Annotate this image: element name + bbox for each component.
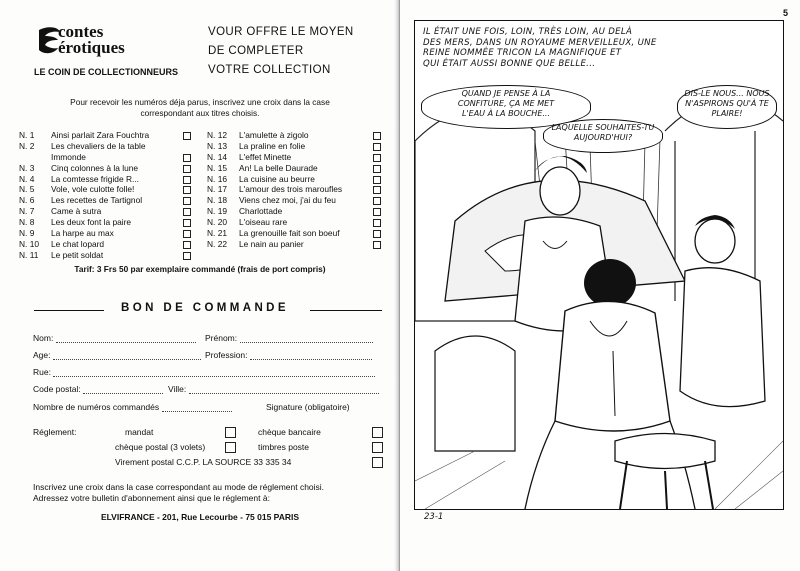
checkbox-virement[interactable] [372,457,383,468]
titles-list-right [207,130,342,250]
title-row [207,130,342,141]
title-text: L'amulette à zigolo [239,130,309,140]
title-checkbox[interactable] [373,241,381,249]
field-signature: Signature (obligatoire) [266,402,350,412]
field-nombre[interactable] [33,402,232,412]
intro-line-2: correspondant aux titres choisis. [140,108,260,118]
right-page [400,0,800,571]
title-number: N. 3 [19,162,35,173]
title-row [19,250,149,261]
field-nom[interactable] [33,333,196,343]
bubble3-line-1: LAQUELLE SOUHAITES-TU [551,123,655,132]
title-row [19,195,149,206]
title-checkbox[interactable] [373,208,381,216]
title-checkbox[interactable] [373,132,381,140]
title-number: N. 20 [207,217,228,228]
titles-list-left [19,130,149,261]
title-text: L'effet Minette [239,151,292,162]
title-row [207,239,342,250]
title-number: N. 16 [207,173,228,184]
title-number: N. 1 [19,130,35,140]
caption-line-3: REINE NOMMÉE TRICON LA MAGNIFIQUE ET [423,48,622,58]
bubble2-line-2: N'ASPIRONS QU'À TE [685,98,769,108]
field-profession-label: Profession: [205,350,248,360]
title-text: Les chevaliers de la table [51,140,146,151]
field-ville[interactable] [168,384,379,394]
option-mandat-label: mandat [125,427,154,437]
checkbox-cheque-postal[interactable] [225,442,236,453]
title-checkbox[interactable] [183,230,191,238]
title-checkbox[interactable] [373,219,381,227]
title-number: N. 7 [19,206,35,217]
title-number: N. 14 [207,151,228,162]
field-rue-label: Rue: [33,367,51,377]
title-text: An! La belle Daurade [239,162,318,173]
field-prenom[interactable] [205,333,373,343]
title-row [19,130,149,141]
title-checkbox[interactable] [373,230,381,238]
title-checkbox[interactable] [183,241,191,249]
title-text: Le chat lopard [51,238,105,249]
page-number: 5 [782,8,788,18]
checkbox-cheque-bancaire[interactable] [372,427,383,438]
section-label: LE COIN DE COLLECTIONNEURS [34,67,179,77]
title-number: N. 6 [19,195,35,206]
title-row [207,228,342,239]
title-row [207,141,342,152]
caption-line-2: DES MERS, DANS UN ROYAUME MERVEILLEUX, UNE [423,37,657,48]
footer-line-2: Adressez votre bulletin d'abonnement ainsi que le réglement à: [33,493,270,503]
title-checkbox[interactable] [183,154,191,162]
title-text: La grenouille fait son boeuf [239,228,340,239]
title-checkbox[interactable] [183,186,191,194]
title-checkbox[interactable] [183,165,191,173]
address: ELVIFRANCE - 201, Rue Lecourbe - 75 015 PARIS [100,512,300,522]
field-ville-label: Ville: [168,384,187,394]
caption-line-4: QUI ÉTAIT AUSSI BONNE QUE BELLE... [423,58,596,69]
heading-rule-left [34,310,104,311]
title-text: Came à sutra [51,206,102,217]
title-text: La harpe au max [51,228,114,239]
title-text: Immonde [51,151,86,162]
logo [36,22,166,62]
title-checkbox[interactable] [183,197,191,205]
title-text: Vole, vole culotte folle! [51,184,135,195]
title-row [207,174,342,185]
heading-rule-right [310,310,382,311]
speech-bubble-2 [677,85,777,129]
narration-caption [423,27,778,69]
bubble1-line-3: L'EAU À LA BOUCHE... [462,108,550,118]
option-cheque-bancaire-label: chèque bancaire [258,427,321,437]
option-cheque-postal-label: chèque postal (3 volets) [115,442,206,452]
footer-line-1: Inscrivez une croix dans la case correspondant au mode de réglement choisi. [33,482,325,492]
title-text: Charlottade [239,206,283,217]
title-number: N. 10 [19,238,40,249]
tagline-3: VOTRE COLLECTION [208,64,331,76]
title-text: Cinq colonnes à la lune [51,162,139,173]
title-checkbox[interactable] [183,252,191,260]
title-text: Les deux font la paire [51,217,132,228]
bubble2-line-3: PLAIRE! [711,108,743,118]
title-number: N. 8 [19,217,35,228]
comic-panel [414,20,784,510]
order-heading: BON DE COMMANDE [121,302,289,314]
title-text: Ainsi parlait Zara Fouchtra [51,130,150,140]
title-number: N. 5 [19,184,35,195]
tagline-2: DE COMPLETER [208,45,304,57]
title-number: N. 15 [207,162,228,173]
title-checkbox[interactable] [373,186,381,194]
title-row [207,206,342,217]
title-row [207,184,342,195]
title-checkbox[interactable] [373,176,381,184]
field-nombre-label: Nombre de numéros commandés [33,402,160,412]
logo-line2: érotiques [58,38,125,57]
title-number: N. 11 [19,249,39,260]
field-rue[interactable] [33,367,375,377]
title-text: L'oiseau rare [239,217,288,228]
title-text: Viens chez moi, j'ai du feu [239,195,336,206]
title-checkbox[interactable] [373,143,381,151]
title-number: N. 2 [19,140,35,151]
field-prenom-label: Prénom: [205,333,238,343]
field-code-postal[interactable] [33,384,163,394]
title-row [19,163,149,174]
title-text: L'amour des trois maroufles [239,184,343,195]
bubble2-line-1: DIS-LE NOUS... NOUS [684,89,770,98]
field-code-postal-label: Code postal: [33,384,81,394]
title-row [19,152,149,163]
intro-line-1: Pour recevoir les numéros déja parus, inscrivez une croix dans la case [70,97,330,107]
title-number: N. 19 [207,206,228,217]
bubble1-line-2: CONFITURE, ÇA ME MET [457,98,555,108]
tagline-1: VOUR OFFRE LE MOYEN [208,26,354,38]
title-number: N. 12 [207,130,228,140]
title-number: N. 22 [207,238,228,249]
title-number: N. 17 [207,184,228,195]
title-number: N. 4 [19,173,35,184]
checkbox-timbres[interactable] [372,442,383,453]
checkbox-mandat[interactable] [225,427,236,438]
bubble1-line-1: QUAND JE PENSE À LA [461,89,551,98]
title-row [19,228,149,239]
title-checkbox[interactable] [183,176,191,184]
speech-bubble-3 [543,119,663,153]
title-row [19,206,149,217]
title-row [19,141,149,152]
title-number: N. 9 [19,228,35,239]
option-virement-label: Virement postal C.C.P. LA SOURCE 33 335 34 [115,457,292,467]
title-text: Le nain au panier [239,238,304,249]
title-row [207,195,342,206]
title-checkbox[interactable] [183,208,191,216]
title-row [207,217,342,228]
title-text: La cuisine au beurre [239,173,315,184]
bubble3-line-2: AUJOURD'HUI? [573,132,633,142]
title-checkbox[interactable] [183,132,191,140]
title-number: N. 21 [207,228,228,239]
title-row [207,163,342,174]
title-text: Les recettes de Tartignol [51,195,143,206]
title-checkbox[interactable] [373,197,381,205]
caption-line-1: IL ÉTAIT UNE FOIS, LOIN, TRÈS LOIN, AU DELÀ [423,27,633,37]
field-nom-label: Nom: [33,333,54,343]
tarif: Tarif: 3 Frs 50 par exemplaire commandé (frais de port compris) [74,264,326,274]
left-page [0,0,398,571]
option-timbres-label: timbres poste [258,442,310,452]
title-number: N. 18 [207,195,228,206]
title-checkbox[interactable] [183,219,191,227]
title-row [207,152,342,163]
logo-line1: contes [58,22,104,41]
title-text: La praline en folie [239,140,306,151]
title-text: Le petit soldat [51,249,104,260]
title-number: N. 13 [207,140,228,151]
title-text: La comtesse frigide R... [51,173,139,184]
title-row [19,174,149,185]
title-checkbox[interactable] [373,165,381,173]
title-row [19,217,149,228]
title-checkbox[interactable] [373,154,381,162]
field-age[interactable] [33,350,201,360]
field-age-label: Age: [33,350,51,360]
field-profession[interactable] [205,350,372,360]
title-row [19,184,149,195]
reglement-label: Réglement: [33,427,77,437]
panel-code: 23-1 [424,512,444,522]
title-row [19,239,149,250]
